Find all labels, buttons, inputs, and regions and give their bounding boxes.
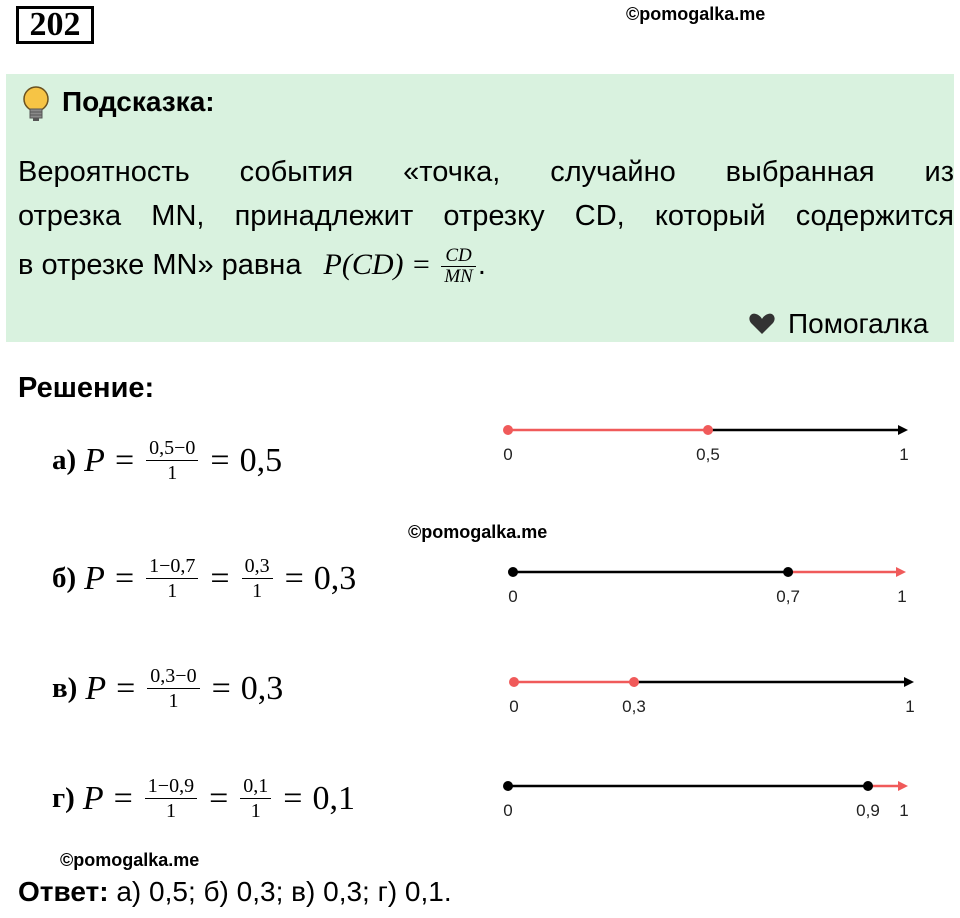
equals-sign: =	[114, 559, 135, 597]
row-label: а)	[52, 444, 77, 476]
result: 0,3	[240, 669, 284, 707]
point-start	[503, 781, 513, 791]
number-line-a	[503, 425, 909, 464]
hint-line-2: отрезка MN, принадлежит отрезку CD, который содержится	[18, 200, 954, 232]
fraction-2-num: 0,3	[242, 554, 273, 579]
equals-sign: =	[284, 559, 304, 597]
fraction-1-den: 1	[167, 462, 178, 484]
hint-line-1: Вероятность события «точка, случайно выбранная из	[18, 156, 954, 188]
hint-formula-den: MN	[444, 266, 473, 287]
row-label: б)	[52, 562, 77, 594]
point-split	[783, 567, 793, 577]
tick-label: 0	[503, 445, 513, 464]
point-split	[863, 781, 873, 791]
arrow-head	[904, 677, 914, 687]
equals-sign: =	[209, 779, 229, 817]
fraction-1-num: 0,5−0	[146, 436, 198, 461]
var-p: P	[85, 669, 107, 707]
watermark-bottom: ©pomogalka.me	[60, 850, 200, 870]
var-p: P	[84, 559, 105, 597]
fraction-1-num: 1−0,7	[146, 554, 198, 579]
fraction-1-den: 1	[168, 690, 179, 712]
fraction-2-den: 1	[250, 800, 261, 822]
answer-label: Ответ:	[18, 876, 109, 907]
tick-label: 0,7	[776, 587, 800, 606]
equals-sign: =	[113, 779, 133, 817]
tick-label: 1	[905, 697, 915, 716]
row-label: в)	[52, 672, 78, 704]
fraction-2-num: 0,1	[240, 774, 271, 799]
equals-sign: =	[283, 779, 303, 817]
task-number: 202	[16, 6, 94, 44]
fraction-1-num: 0,3−0	[147, 664, 199, 689]
answer-text: а) 0,5; б) 0,3; в) 0,3; г) 0,1.	[116, 876, 452, 907]
tick-label: 0	[508, 587, 518, 606]
hint-title: Подсказка:	[62, 86, 215, 117]
point-split	[629, 677, 639, 687]
var-p: P	[84, 441, 105, 479]
arrow-head	[896, 567, 906, 577]
result: 0,3	[313, 559, 357, 597]
watermark-top: ©pomogalka.me	[626, 4, 766, 24]
tick-label: 1	[897, 587, 907, 606]
fraction-1-den: 1	[167, 580, 178, 602]
fraction-1-den: 1	[165, 800, 176, 822]
tick-label: 1	[899, 445, 909, 464]
equals-sign: =	[116, 669, 136, 707]
tick-label: 0	[503, 801, 513, 820]
watermark-middle: ©pomogalka.me	[408, 522, 548, 542]
brand-name: Помогалка	[788, 308, 929, 339]
var-p: P	[82, 779, 104, 817]
tick-label: 0	[509, 697, 519, 716]
point-start	[503, 425, 513, 435]
point-start	[508, 567, 518, 577]
row-label: г)	[52, 782, 75, 814]
arrow-head	[898, 781, 908, 791]
fraction-2-den: 1	[252, 580, 263, 602]
number-line-g	[503, 781, 909, 820]
equals-sign: =	[210, 441, 230, 479]
tick-label: 0,3	[622, 697, 646, 716]
result: 0,5	[239, 441, 283, 479]
result: 0,1	[312, 779, 355, 817]
equals-sign: =	[114, 441, 135, 479]
tick-label: 0,5	[696, 445, 720, 464]
number-line-b	[508, 567, 907, 606]
tick-label: 0,9	[856, 801, 880, 820]
tick-label: 1	[899, 801, 909, 820]
number-line-v	[509, 677, 915, 716]
hint-formula-end: .	[477, 249, 486, 282]
hint-formula-lhs: P(CD) =	[323, 248, 432, 282]
arrow-head	[898, 425, 908, 435]
solution-title: Решение:	[18, 372, 155, 404]
fraction-1-num: 1−0,9	[145, 774, 197, 799]
answer	[18, 876, 452, 908]
hint-formula-num: CD	[441, 246, 476, 267]
equals-sign: =	[211, 669, 231, 707]
hint-line-3-text: в отрезке MN» равна	[18, 249, 302, 282]
point-start	[509, 677, 519, 687]
equals-sign: =	[210, 559, 230, 597]
point-split	[703, 425, 713, 435]
